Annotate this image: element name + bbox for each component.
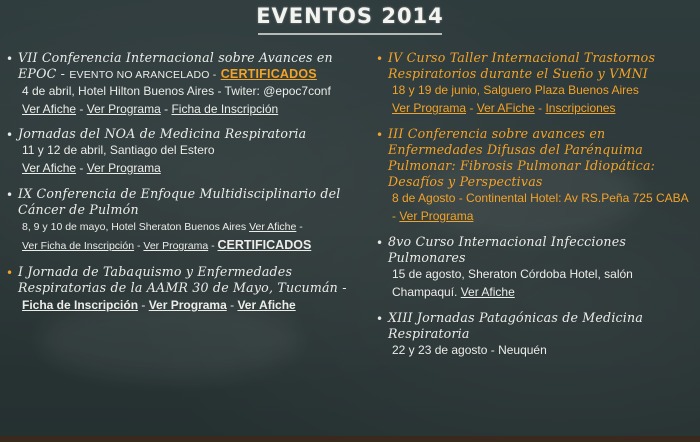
event-note: EVENTO NO ARANCELADO - bbox=[69, 69, 217, 81]
ver-programa-link[interactable]: Ver Programa bbox=[86, 161, 161, 175]
ver-afiche-link[interactable]: Ver Afiche bbox=[22, 161, 77, 175]
certificados-link[interactable]: CERTIFICADOS bbox=[220, 67, 317, 81]
bullet-icon: • bbox=[6, 188, 14, 202]
event-links: Ver Afiche - Ver Programa bbox=[22, 161, 161, 175]
bullet-icon: • bbox=[376, 312, 384, 326]
ver-programa-link[interactable]: Ver Programa bbox=[399, 209, 474, 223]
event-title: IX Conferencia de Enfoque Multidisciplinario del Cáncer de Pulmón bbox=[18, 186, 341, 217]
event-detail: 11 y 12 de abril, Santiago del Estero bbox=[22, 143, 215, 157]
page-title: EVENTOS 2014 bbox=[256, 4, 444, 28]
event-detail: 8, 9 y 10 de mayo, Hotel Sheraton Buenos Aires Ver Afiche - bbox=[22, 221, 303, 233]
event-title: XIII Jornadas Patagónicas de Medicina Respiratoria bbox=[388, 310, 644, 341]
event-item bbox=[376, 234, 694, 301]
ver-afiche-link[interactable]: Ver Afiche bbox=[22, 102, 77, 116]
bullet-icon: • bbox=[376, 236, 384, 250]
event-detail: 22 y 23 de agosto - Neuquén bbox=[392, 343, 547, 357]
event-title: I Jornada de Tabaquismo y Enfermedades Respiratorias de la AAMR 30 de Mayo, Tucumán - bbox=[18, 264, 347, 295]
certificados-link[interactable]: CERTIFICADOS bbox=[217, 238, 312, 252]
event-detail-text: 8 de Agosto - Continental Hotel: Av RS.Peña 725 CABA - bbox=[392, 191, 688, 223]
event-title bbox=[18, 50, 374, 83]
ficha-inscripcion-link[interactable]: Ver Ficha de Inscripción bbox=[22, 240, 135, 252]
event-item bbox=[6, 186, 374, 255]
event-item bbox=[376, 50, 694, 117]
right-column bbox=[376, 50, 694, 368]
ver-programa-link[interactable]: Ver Programa bbox=[143, 240, 209, 252]
event-item bbox=[376, 310, 694, 359]
ver-afiche-link[interactable]: Ver Afiche bbox=[237, 298, 296, 312]
ver-afiche-link[interactable]: Ver Afiche bbox=[460, 285, 515, 299]
ver-programa-link[interactable]: Ver Programa bbox=[392, 101, 467, 115]
ver-programa-link[interactable]: Ver Programa bbox=[86, 102, 161, 116]
title-underline bbox=[258, 33, 442, 35]
left-column bbox=[6, 50, 374, 323]
event-links: Ver Afiche - Ver Programa - Ficha de Inscripción bbox=[22, 102, 279, 116]
event-title: III Conferencia sobre avances en Enfermedades Difusas del Parénquima Pulmonar: Fibrosis Pulmonar Idiopática: Desafíos y Perspectivas bbox=[388, 126, 656, 189]
event-item bbox=[6, 264, 374, 314]
bullet-icon: • bbox=[6, 266, 14, 280]
event-item bbox=[6, 126, 374, 177]
event-detail-text: 8, 9 y 10 de mayo, Hotel Sheraton Buenos Aires bbox=[22, 221, 247, 233]
ver-afiche-link[interactable]: Ver AFiche bbox=[476, 101, 535, 115]
ficha-inscripcion-link[interactable]: Ficha de Inscripción bbox=[171, 102, 279, 116]
ver-afiche-link[interactable]: Ver Afiche bbox=[249, 221, 297, 233]
bullet-icon: • bbox=[376, 52, 384, 66]
event-item bbox=[6, 50, 374, 118]
event-links: Ver Programa - Ver AFiche - Inscripciones bbox=[392, 101, 616, 115]
inscripciones-link[interactable]: Inscripciones bbox=[545, 101, 616, 115]
event-detail: 18 y 19 de junio, Salguero Plaza Buenos Aires bbox=[392, 83, 639, 97]
event-detail bbox=[388, 190, 694, 225]
bullet-icon: • bbox=[6, 128, 14, 142]
event-title: Jornadas del NOA de Medicina Respiratoria bbox=[18, 126, 307, 141]
event-item bbox=[376, 126, 694, 225]
event-links: Ver Ficha de Inscripción - Ver Programa - CERTIFICADOS bbox=[22, 238, 312, 252]
event-title: IV Curso Taller Internacional Trastornos Respiratorios durante el Sueño y VMNI bbox=[388, 50, 656, 81]
bullet-icon: • bbox=[376, 128, 384, 142]
event-links: Ficha de Inscripción - Ver Programa - Ver Afiche bbox=[22, 298, 296, 312]
event-detail: 4 de abril, Hotel Hilton Buenos Aires - Twiter: @epoc7conf bbox=[22, 84, 331, 98]
event-detail bbox=[388, 266, 694, 301]
event-title: 8vo Curso Internacional Infecciones Pulmonares bbox=[388, 234, 627, 265]
event-detail-text: 15 de agosto, Sheraton Córdoba Hotel, salón Champaquí. bbox=[392, 267, 633, 299]
ficha-inscripcion-link[interactable]: Ficha de Inscripción bbox=[22, 298, 139, 312]
event-title-text: VII Conferencia Internacional sobre Avances en EPOC - bbox=[18, 50, 333, 81]
bullet-icon: • bbox=[6, 52, 14, 66]
ver-programa-link[interactable]: Ver Programa bbox=[148, 298, 227, 312]
